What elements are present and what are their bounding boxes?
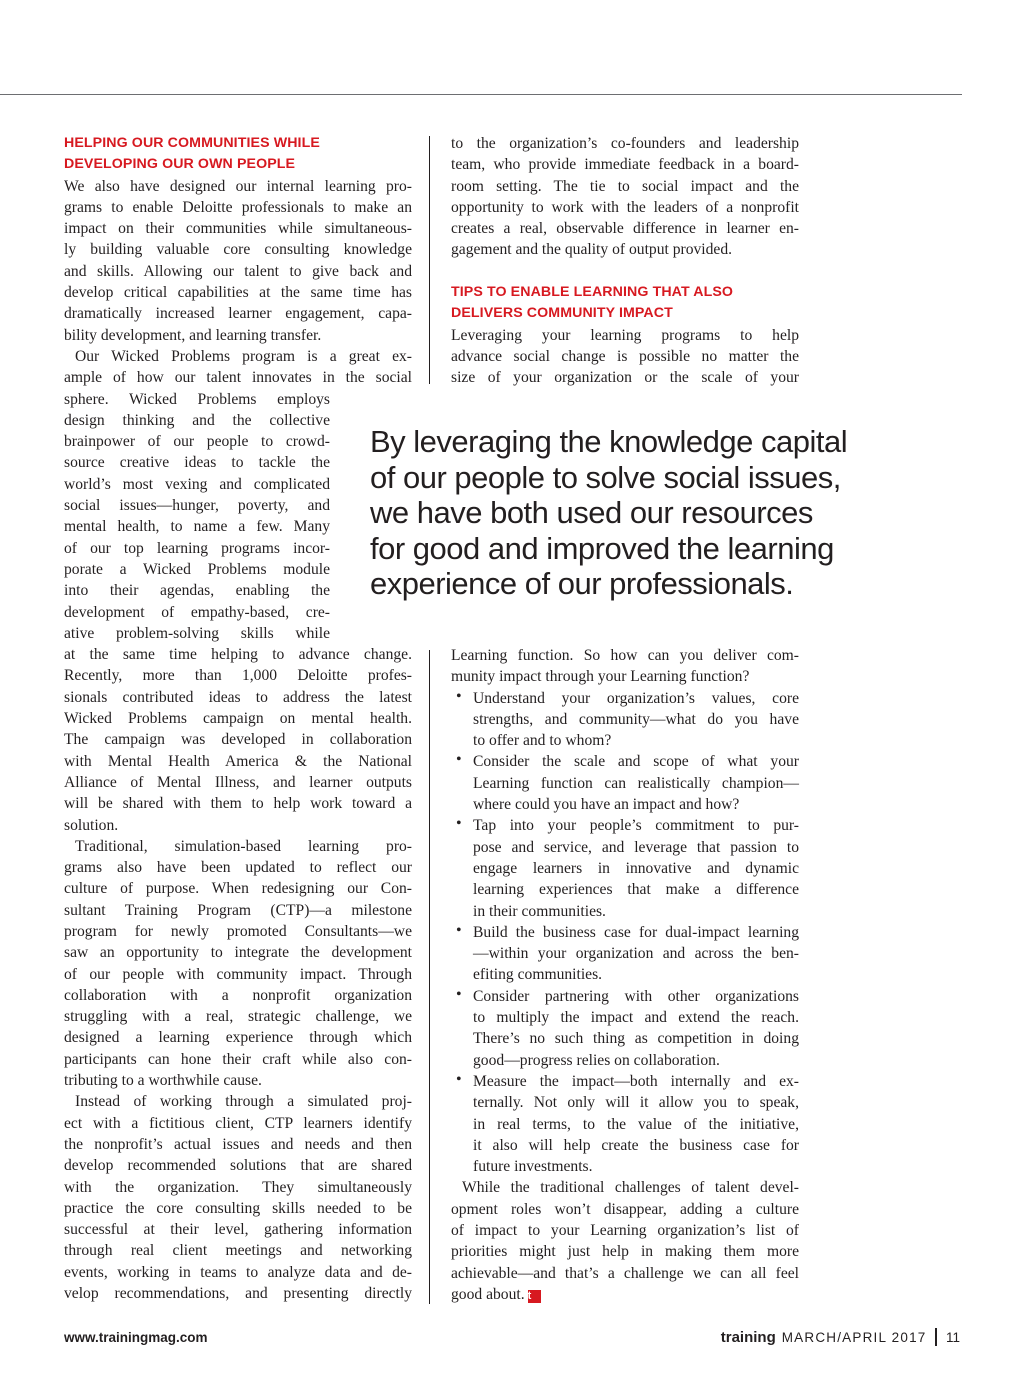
right-column-top: [451, 133, 799, 389]
text-line: brainpower of our people to crowd-: [64, 433, 330, 451]
text-line: grams also have been updated to reflect our: [64, 859, 412, 877]
left-column: [64, 133, 412, 1304]
tip-item: [451, 922, 799, 986]
page-number: 11: [945, 1329, 960, 1345]
text-line: practice the core consulting skills needed to be: [64, 1199, 412, 1217]
paragraph-wicked-narrow: [64, 389, 330, 645]
paragraph-internal-programs: [64, 176, 412, 346]
tip-item: [451, 1071, 799, 1177]
section-heading-tips: [451, 282, 799, 325]
paragraph-learning-function: [451, 645, 799, 688]
text-line: ect with a fictitious client, CTP learners identify: [64, 1114, 412, 1132]
text-line: opment roles won’t disappear, adding a culture: [451, 1200, 799, 1218]
text-line: Learning function can realistically champion—: [473, 774, 799, 792]
paragraph-leveraging: [451, 325, 799, 389]
text-line: develop critical capabilities at the same time has: [64, 284, 412, 302]
text-line: Recently, more than 1,000 Deloitte profes-: [64, 667, 412, 685]
paragraph-wicked-wide: [64, 346, 412, 389]
section-heading-helping: [64, 133, 412, 176]
text-line: mental health, to name a few. Many: [64, 518, 330, 536]
text-line: [451, 1284, 799, 1305]
text-line: culture of purpose. When redesigning our Con-: [64, 880, 412, 898]
text-line: creates a real, observable difference in learner en-: [451, 220, 799, 238]
heading-line: DELIVERS COMMUNITY IMPACT: [451, 305, 673, 322]
text-line: to offer and to whom?: [473, 732, 612, 750]
text-line: bility development, and learning transfer.: [64, 326, 322, 344]
footer-url[interactable]: www.trainingmag.com: [64, 1330, 208, 1345]
column-rule-bottom: [429, 650, 430, 1304]
text-line: solution.: [64, 816, 119, 834]
text-line: Traditional, simulation-based learning pro-: [75, 837, 412, 855]
text-line: struggling with a real, strategic challenge, we: [64, 1008, 412, 1026]
text-line: Our Wicked Problems program is a great ex-: [75, 347, 412, 365]
text-line: velop recommendations, and presenting directly: [64, 1285, 412, 1303]
text-line: • Consider the scale and scope of what your: [473, 753, 799, 771]
text-line: Alliance of Mental Illness, and learner outputs: [64, 773, 412, 791]
text-line: efiting communities.: [473, 966, 603, 984]
footer-folio: [721, 1328, 960, 1346]
heading-line: TIPS TO ENABLE LEARNING THAT ALSO: [451, 284, 734, 301]
tip-item: [451, 751, 799, 815]
text-line: The campaign was developed in collaboration: [64, 731, 412, 749]
magazine-name: training: [720, 1328, 776, 1346]
text-line: sionals contributed ideas to address the latest: [64, 688, 412, 706]
text-line: grams to enable Deloitte professionals to make an: [64, 198, 412, 216]
tip-item: [451, 815, 799, 921]
text-line: impact on their communities while simultaneous-: [64, 220, 412, 238]
text-line: it also will help create the business case for: [473, 1136, 799, 1154]
text-line: saw an opportunity to integrate the development: [64, 944, 412, 962]
text-line: social issues—hunger, poverty, and: [64, 497, 330, 515]
text-line: tributing to a worthwhile cause.: [64, 1072, 262, 1090]
pull-quote-line: we have both used our resources: [370, 495, 813, 531]
text-line: ternally. Not only will it allow you to speak,: [473, 1094, 799, 1112]
text-line: world’s most vexing and complicated: [64, 475, 330, 493]
text-line: will be shared with them to help work toward a: [64, 795, 412, 813]
footer-separator: [935, 1328, 937, 1346]
paragraph-closing: [451, 1177, 799, 1305]
text-line: learning experiences that make a difference: [473, 881, 799, 899]
text-line-end: good about.: [451, 1285, 525, 1303]
text-line: dramatically increased learner engagement, capa-: [64, 305, 412, 323]
text-line: source creative ideas to tackle the: [64, 454, 330, 472]
text-line: of our top learning programs incor-: [64, 539, 330, 557]
text-line: with the organization. They simultaneously: [64, 1178, 412, 1196]
text-line: We also have designed our internal learning pro-: [64, 177, 412, 195]
right-column-bottom: [451, 645, 799, 1305]
text-line: develop recommended solutions that are shared: [64, 1157, 412, 1175]
text-line: ative problem-solving skills while: [64, 624, 330, 642]
text-line: good—progress relies on collaboration.: [473, 1051, 720, 1069]
text-line: successful at their level, gathering information: [64, 1221, 412, 1239]
text-line: at the same time helping to advance change.: [64, 646, 412, 664]
text-line: with Mental Health America & the National: [64, 752, 412, 770]
paragraph-simulation: [64, 836, 412, 1092]
text-line: There’s no such thing as competition in doing: [473, 1030, 799, 1048]
text-line: • Understand your organization’s values, core: [473, 689, 799, 707]
issue-date: MARCH/APRIL 2017: [781, 1329, 927, 1345]
paragraph-instead: [64, 1091, 412, 1304]
text-line: ample of how our talent innovates in the social: [64, 369, 412, 387]
text-line: munity impact through your Learning function?: [451, 668, 750, 686]
end-mark-icon: t: [528, 1290, 541, 1303]
text-line: Leveraging your learning programs to help: [451, 326, 799, 344]
text-line: in their communities.: [473, 902, 606, 920]
tip-item: [451, 986, 799, 1071]
text-line: events, working in teams to analyze data and de-: [64, 1263, 412, 1281]
text-line: of impact to your Learning organization’s list of: [451, 1222, 799, 1240]
text-line: • Tap into your people’s commitment to pur-: [473, 817, 799, 835]
text-line: • Consider partnering with other organizations: [473, 987, 799, 1005]
pull-quote: [370, 424, 850, 602]
text-line: advance social change is possible no matter the: [451, 347, 799, 365]
text-line: —within your organization and across the ben-: [473, 945, 799, 963]
text-line: the nonprofit’s actual issues and needs and then: [64, 1135, 412, 1153]
pull-quote-line: By leveraging the knowledge capital: [370, 424, 848, 459]
text-line: program for newly promoted Consultants—we: [64, 922, 412, 940]
column-rule-top: [429, 136, 430, 384]
text-line: • Build the business case for dual-impact learning: [473, 923, 799, 941]
text-line: participants can hone their craft while also con-: [64, 1050, 412, 1068]
top-rule: [0, 94, 962, 95]
text-line: Wicked Problems campaign on mental health.: [64, 710, 412, 728]
text-line: room setting. The tie to social impact and the: [451, 177, 799, 195]
text-line: engage learners in innovative and dynamic: [473, 859, 799, 877]
text-line: size of your organization or the scale of your: [451, 369, 799, 387]
text-line: strengths, and community—what do you have: [473, 710, 799, 728]
text-line: sultant Training Program (CTP)—a milestone: [64, 901, 412, 919]
text-line: sphere. Wicked Problems employs: [64, 390, 330, 408]
text-line: where could you have an impact and how?: [473, 796, 740, 814]
pull-quote-line: of our people to solve social issues,: [370, 459, 841, 495]
pull-quote-line: for good and improved the learning: [370, 530, 834, 566]
text-line: • Measure the impact—both internally and ex-: [473, 1072, 799, 1090]
text-line: future investments.: [473, 1158, 593, 1176]
paragraph-cofounders: [451, 133, 799, 261]
text-line: to multiply the impact and extend the reach.: [473, 1009, 799, 1027]
text-line: of our people with community impact. Through: [64, 965, 412, 983]
text-line: pose and service, and leverage that passion to: [473, 838, 799, 856]
pull-quote-line: experience of our professionals.: [370, 566, 794, 602]
text-line: in real terms, to the value of the initiative,: [473, 1115, 799, 1133]
text-line: through real client meetings and networking: [64, 1242, 412, 1260]
text-line: While the traditional challenges of talent devel-: [462, 1179, 799, 1197]
paragraph-wicked-rest: [64, 644, 412, 836]
text-line: ly building valuable core consulting knowledge: [64, 241, 412, 259]
text-line: design thinking and the collective: [64, 411, 330, 429]
text-line: development of empathy-based, cre-: [64, 603, 330, 621]
text-line: to the organization’s co-founders and leadership: [451, 135, 799, 152]
text-line: designed a learning experience through which: [64, 1029, 412, 1047]
text-line: Learning function. So how can you deliver com-: [451, 647, 799, 664]
text-line: gagement and the quality of output provided.: [451, 241, 733, 259]
heading-line: HELPING OUR COMMUNITIES WHILE: [64, 135, 320, 151]
text-line: porate a Wicked Problems module: [64, 560, 330, 578]
text-line: and skills. Allowing our talent to give back and: [64, 262, 412, 280]
text-line: achievable—and that’s a challenge we can all feel: [451, 1264, 799, 1282]
text-line: into their agendas, enabling the: [64, 582, 330, 600]
text-line: opportunity to work with the leaders of a nonprofit: [451, 198, 799, 216]
text-line: priorities might just help in making them more: [451, 1243, 799, 1261]
tips-list: [451, 688, 799, 1178]
text-line: team, who provide immediate feedback in a board-: [451, 156, 799, 174]
heading-line: DEVELOPING OUR OWN PEOPLE: [64, 156, 296, 173]
text-line: collaboration with a nonprofit organization: [64, 986, 412, 1004]
tip-item: [451, 688, 799, 752]
text-line: Instead of working through a simulated proj-: [75, 1093, 412, 1111]
